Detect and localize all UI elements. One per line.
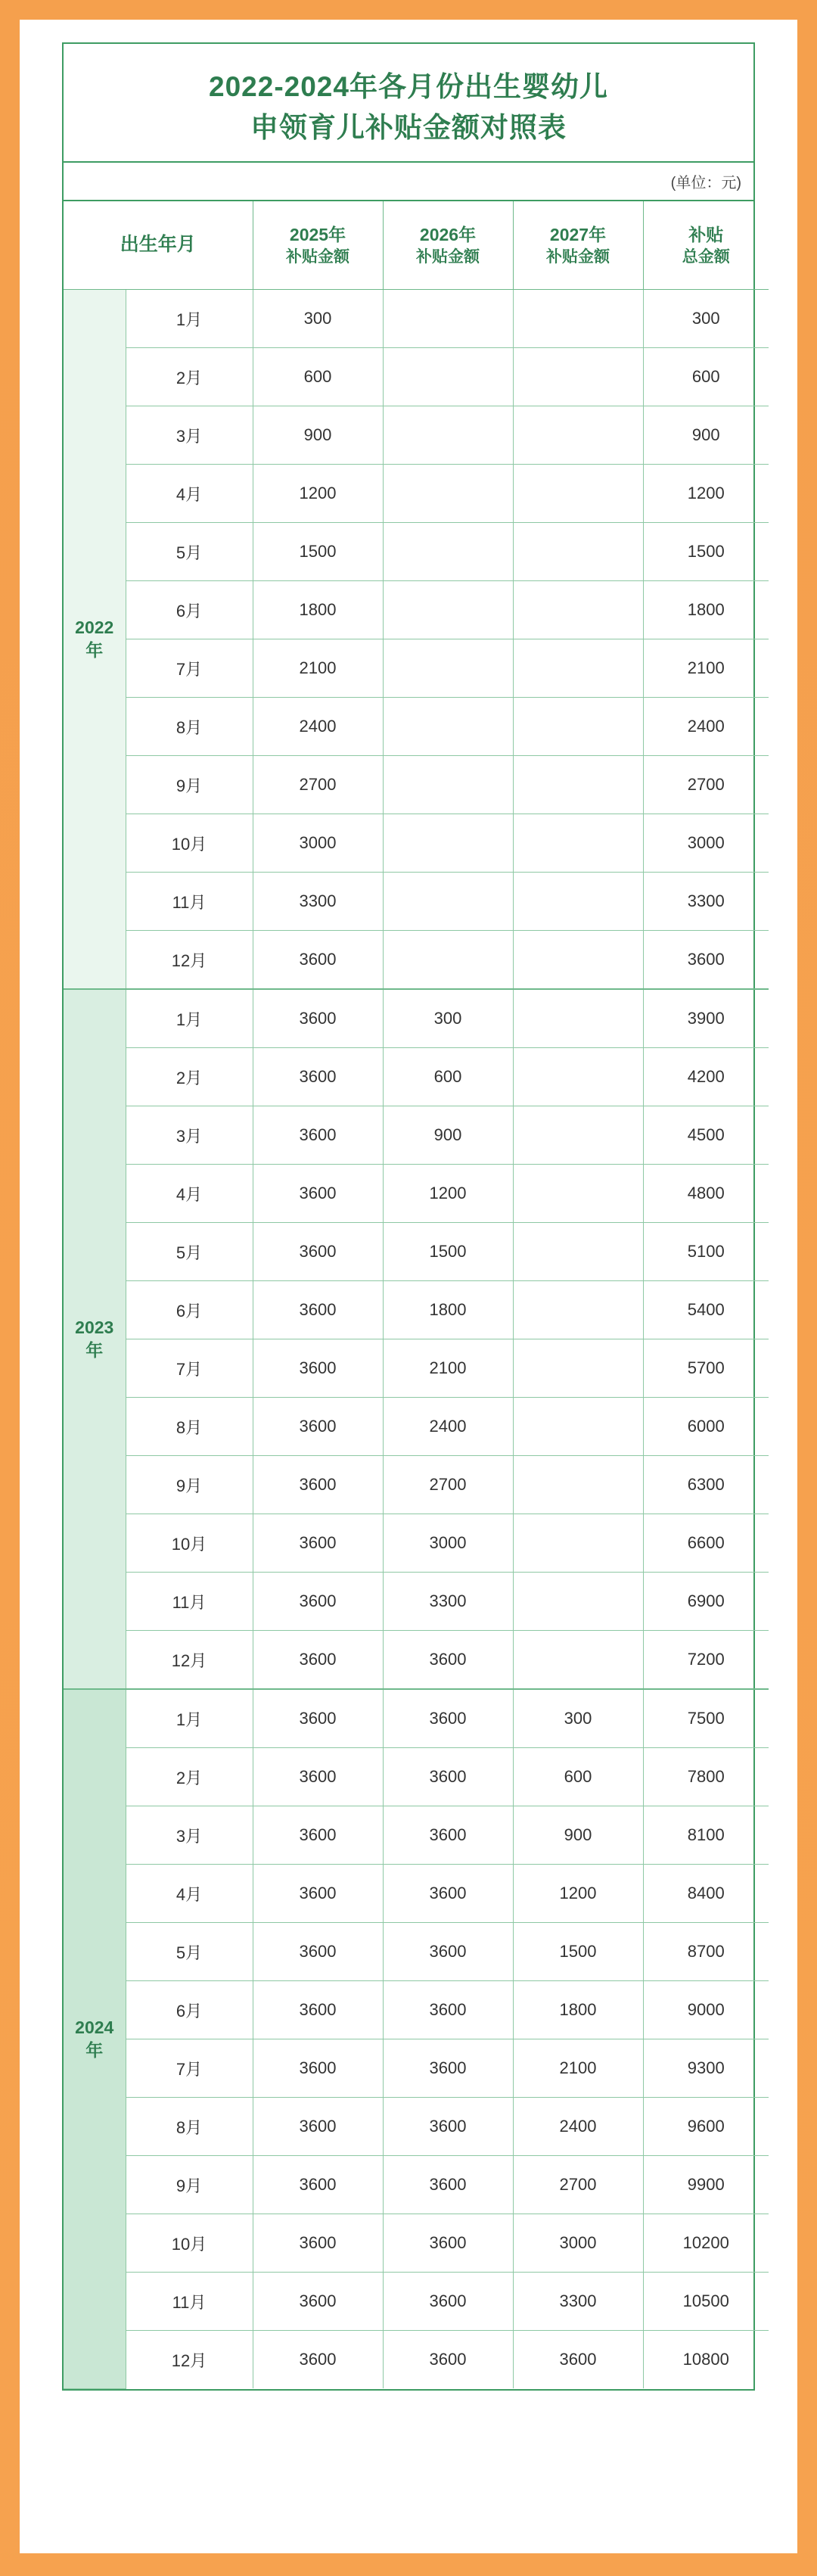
cell-month: 7月 xyxy=(126,1339,253,1398)
cell-month: 9月 xyxy=(126,1456,253,1514)
cell-2026-amount xyxy=(383,581,513,639)
column-header-total xyxy=(643,201,769,290)
table-row xyxy=(64,1165,769,1223)
cell-month: 7月 xyxy=(126,2039,253,2098)
cell-2026-amount: 600 xyxy=(383,1048,513,1106)
table-row xyxy=(64,2273,769,2331)
cell-2025-amount: 3600 xyxy=(253,2039,383,2098)
cell-2026-amount: 3600 xyxy=(383,2331,513,2389)
table-row xyxy=(64,1689,769,1748)
cell-2026-amount xyxy=(383,290,513,348)
column-header-2027-year: 2027年 xyxy=(549,224,607,244)
cell-month: 3月 xyxy=(126,1806,253,1865)
cell-2027-amount: 3000 xyxy=(513,2214,643,2273)
cell-total-amount: 1800 xyxy=(643,581,769,639)
cell-total-amount: 4800 xyxy=(643,1165,769,1223)
unit-note: (单位：元) xyxy=(670,175,741,192)
cell-2027-amount xyxy=(513,931,643,990)
cell-2027-amount: 2100 xyxy=(513,2039,643,2098)
cell-month: 10月 xyxy=(126,2214,253,2273)
cell-2025-amount: 2700 xyxy=(253,756,383,814)
year-group-label xyxy=(64,989,126,1689)
table-row xyxy=(64,1806,769,1865)
cell-2025-amount: 1200 xyxy=(253,465,383,523)
cell-2025-amount: 3600 xyxy=(253,1689,383,1748)
cell-2026-amount: 1200 xyxy=(383,1165,513,1223)
cell-total-amount: 10200 xyxy=(643,2214,769,2273)
cell-month: 11月 xyxy=(126,873,253,931)
cell-2025-amount: 3600 xyxy=(253,2156,383,2214)
cell-2027-amount xyxy=(513,1456,643,1514)
cell-2026-amount: 300 xyxy=(383,989,513,1048)
cell-2027-amount xyxy=(513,873,643,931)
title-block xyxy=(64,44,753,163)
cell-month: 6月 xyxy=(126,1281,253,1339)
cell-2027-amount: 300 xyxy=(513,1689,643,1748)
table-row xyxy=(64,989,769,1048)
subsidy-table xyxy=(64,201,769,2389)
cell-2026-amount: 2100 xyxy=(383,1339,513,1398)
cell-2025-amount: 900 xyxy=(253,406,383,465)
cell-total-amount: 8700 xyxy=(643,1923,769,1981)
cell-total-amount: 8400 xyxy=(643,1865,769,1923)
cell-2026-amount: 3600 xyxy=(383,1981,513,2039)
cell-2025-amount: 3600 xyxy=(253,1223,383,1281)
cell-month: 3月 xyxy=(126,1106,253,1165)
cell-2027-amount xyxy=(513,1514,643,1573)
cell-2027-amount xyxy=(513,1048,643,1106)
table-row xyxy=(64,1106,769,1165)
cell-total-amount: 10500 xyxy=(643,2273,769,2331)
cell-2027-amount xyxy=(513,1339,643,1398)
poster-inner xyxy=(20,20,797,2553)
cell-2026-amount: 3600 xyxy=(383,1923,513,1981)
cell-2027-amount: 3600 xyxy=(513,2331,643,2389)
cell-2027-amount xyxy=(513,698,643,756)
cell-total-amount: 10800 xyxy=(643,2331,769,2389)
cell-2026-amount: 3600 xyxy=(383,1631,513,1690)
cell-total-amount: 8100 xyxy=(643,1806,769,1865)
cell-2027-amount xyxy=(513,581,643,639)
cell-2025-amount: 3600 xyxy=(253,1865,383,1923)
cell-month: 3月 xyxy=(126,406,253,465)
cell-month: 8月 xyxy=(126,698,253,756)
cell-month: 6月 xyxy=(126,1981,253,2039)
cell-total-amount: 7500 xyxy=(643,1689,769,1748)
cell-total-amount: 900 xyxy=(643,406,769,465)
cell-total-amount: 1200 xyxy=(643,465,769,523)
cell-2026-amount xyxy=(383,348,513,406)
table-row xyxy=(64,1398,769,1456)
table-row xyxy=(64,465,769,523)
table-row xyxy=(64,1631,769,1690)
table-row xyxy=(64,1573,769,1631)
cell-2026-amount: 900 xyxy=(383,1106,513,1165)
table-row xyxy=(64,1281,769,1339)
cell-2027-amount xyxy=(513,989,643,1048)
cell-2025-amount: 600 xyxy=(253,348,383,406)
table-row xyxy=(64,2214,769,2273)
cell-total-amount: 5700 xyxy=(643,1339,769,1398)
cell-total-amount: 9900 xyxy=(643,2156,769,2214)
cell-month: 2月 xyxy=(126,1048,253,1106)
cell-total-amount: 5100 xyxy=(643,1223,769,1281)
cell-2027-amount xyxy=(513,1281,643,1339)
column-header-2027-sub: 补贴金额 xyxy=(546,247,610,266)
cell-total-amount: 4200 xyxy=(643,1048,769,1106)
table-row xyxy=(64,1748,769,1806)
cell-2027-amount xyxy=(513,1573,643,1631)
cell-total-amount: 9000 xyxy=(643,1981,769,2039)
table-row xyxy=(64,756,769,814)
cell-2027-amount: 1200 xyxy=(513,1865,643,1923)
cell-month: 2月 xyxy=(126,1748,253,1806)
cell-2025-amount: 3600 xyxy=(253,989,383,1048)
cell-2027-amount xyxy=(513,290,643,348)
year-group-label-line2: 年 xyxy=(85,639,104,660)
table-row xyxy=(64,2156,769,2214)
cell-2025-amount: 3600 xyxy=(253,2331,383,2389)
cell-month: 1月 xyxy=(126,290,253,348)
cell-month: 5月 xyxy=(126,523,253,581)
cell-2025-amount: 3600 xyxy=(253,1923,383,1981)
cell-2027-amount xyxy=(513,639,643,698)
table-row xyxy=(64,1223,769,1281)
cell-2026-amount xyxy=(383,814,513,873)
cell-2027-amount: 2400 xyxy=(513,2098,643,2156)
cell-month: 4月 xyxy=(126,1865,253,1923)
table-row xyxy=(64,639,769,698)
subsidy-table-card xyxy=(62,42,755,2391)
year-group-label-line1: 2023 xyxy=(75,1317,114,1337)
cell-2025-amount: 3600 xyxy=(253,1748,383,1806)
table-row xyxy=(64,523,769,581)
cell-month: 12月 xyxy=(126,2331,253,2389)
cell-month: 2月 xyxy=(126,348,253,406)
cell-2026-amount xyxy=(383,523,513,581)
cell-total-amount: 1500 xyxy=(643,523,769,581)
cell-total-amount: 300 xyxy=(643,290,769,348)
table-row xyxy=(64,931,769,990)
title-line-1: 2022-2024年各月份出生婴幼儿 xyxy=(209,71,608,102)
cell-total-amount: 3000 xyxy=(643,814,769,873)
table-row xyxy=(64,290,769,348)
cell-2026-amount: 3000 xyxy=(383,1514,513,1573)
year-group-label-line2: 年 xyxy=(85,1339,104,1360)
column-header-2025 xyxy=(253,201,383,290)
year-group-label-line2: 年 xyxy=(85,2039,104,2060)
cell-2027-amount: 1800 xyxy=(513,1981,643,2039)
cell-2026-amount: 3600 xyxy=(383,2156,513,2214)
column-header-birth-month: 出生年月 xyxy=(64,201,253,290)
cell-2025-amount: 3000 xyxy=(253,814,383,873)
cell-total-amount: 4500 xyxy=(643,1106,769,1165)
cell-2025-amount: 3600 xyxy=(253,931,383,990)
cell-total-amount: 3300 xyxy=(643,873,769,931)
cell-2025-amount: 2400 xyxy=(253,698,383,756)
cell-total-amount: 6300 xyxy=(643,1456,769,1514)
cell-total-amount: 9300 xyxy=(643,2039,769,2098)
cell-2025-amount: 3600 xyxy=(253,1981,383,2039)
cell-month: 6月 xyxy=(126,581,253,639)
cell-2026-amount: 3600 xyxy=(383,1748,513,1806)
cell-2027-amount: 2700 xyxy=(513,2156,643,2214)
cell-month: 1月 xyxy=(126,989,253,1048)
cell-total-amount: 9600 xyxy=(643,2098,769,2156)
cell-2026-amount: 2400 xyxy=(383,1398,513,1456)
cell-2026-amount xyxy=(383,639,513,698)
cell-month: 9月 xyxy=(126,756,253,814)
cell-2026-amount xyxy=(383,873,513,931)
cell-total-amount: 6900 xyxy=(643,1573,769,1631)
cell-2026-amount: 3600 xyxy=(383,2039,513,2098)
table-row xyxy=(64,1865,769,1923)
table-row xyxy=(64,1048,769,1106)
cell-month: 1月 xyxy=(126,1689,253,1748)
cell-month: 8月 xyxy=(126,2098,253,2156)
cell-2026-amount xyxy=(383,756,513,814)
year-group-label xyxy=(64,1689,126,2388)
cell-2026-amount: 3600 xyxy=(383,1806,513,1865)
cell-2027-amount xyxy=(513,523,643,581)
cell-2027-amount: 1500 xyxy=(513,1923,643,1981)
cell-2026-amount: 2700 xyxy=(383,1456,513,1514)
cell-2025-amount: 3600 xyxy=(253,1806,383,1865)
cell-2027-amount xyxy=(513,1398,643,1456)
cell-2025-amount: 1800 xyxy=(253,581,383,639)
cell-2026-amount xyxy=(383,465,513,523)
cell-month: 4月 xyxy=(126,1165,253,1223)
year-group-label-line1: 2024 xyxy=(75,2017,114,2037)
cell-month: 5月 xyxy=(126,1223,253,1281)
column-header-total-line2: 总金额 xyxy=(682,247,730,266)
column-header-2026-year: 2026年 xyxy=(419,224,477,244)
column-header-2025-year: 2025年 xyxy=(289,224,346,244)
cell-2027-amount xyxy=(513,814,643,873)
cell-month: 4月 xyxy=(126,465,253,523)
cell-2026-amount xyxy=(383,406,513,465)
cell-2025-amount: 3600 xyxy=(253,2273,383,2331)
cell-total-amount: 6000 xyxy=(643,1398,769,1456)
cell-month: 5月 xyxy=(126,1923,253,1981)
table-row xyxy=(64,2098,769,2156)
column-header-2025-sub: 补贴金额 xyxy=(286,247,350,266)
table-body xyxy=(64,290,769,2389)
cell-2026-amount: 3600 xyxy=(383,1865,513,1923)
cell-2027-amount: 900 xyxy=(513,1806,643,1865)
cell-2027-amount xyxy=(513,1165,643,1223)
cell-2025-amount: 3600 xyxy=(253,1339,383,1398)
cell-2025-amount: 3600 xyxy=(253,1631,383,1690)
table-header xyxy=(64,201,769,290)
cell-total-amount: 7800 xyxy=(643,1748,769,1806)
cell-2026-amount: 3600 xyxy=(383,2098,513,2156)
cell-2026-amount: 1800 xyxy=(383,1281,513,1339)
cell-total-amount: 2700 xyxy=(643,756,769,814)
cell-2027-amount xyxy=(513,348,643,406)
table-row xyxy=(64,2331,769,2389)
cell-month: 12月 xyxy=(126,1631,253,1690)
table-row xyxy=(64,814,769,873)
cell-2026-amount: 3600 xyxy=(383,2214,513,2273)
cell-2027-amount xyxy=(513,406,643,465)
year-group-label xyxy=(64,290,126,990)
cell-2025-amount: 3600 xyxy=(253,1165,383,1223)
table-row xyxy=(64,1923,769,1981)
column-header-2026 xyxy=(383,201,513,290)
cell-2025-amount: 3600 xyxy=(253,1048,383,1106)
cell-2025-amount: 3600 xyxy=(253,2214,383,2273)
cell-2025-amount: 1500 xyxy=(253,523,383,581)
year-group-label-line1: 2022 xyxy=(75,617,114,637)
column-header-2027 xyxy=(513,201,643,290)
cell-month: 9月 xyxy=(126,2156,253,2214)
cell-2027-amount xyxy=(513,1106,643,1165)
column-header-2026-sub: 补贴金额 xyxy=(416,247,480,266)
cell-month: 7月 xyxy=(126,639,253,698)
cell-total-amount: 7200 xyxy=(643,1631,769,1690)
cell-month: 11月 xyxy=(126,2273,253,2331)
column-header-total-line1: 补贴 xyxy=(688,224,724,244)
cell-2025-amount: 3600 xyxy=(253,1106,383,1165)
cell-2027-amount xyxy=(513,1631,643,1690)
cell-2026-amount: 3600 xyxy=(383,1689,513,1748)
cell-total-amount: 6600 xyxy=(643,1514,769,1573)
cell-2025-amount: 2100 xyxy=(253,639,383,698)
cell-2025-amount: 3600 xyxy=(253,2098,383,2156)
cell-2027-amount xyxy=(513,756,643,814)
cell-2026-amount: 3600 xyxy=(383,2273,513,2331)
title-line-2: 申领育儿补贴金额对照表 xyxy=(250,111,567,143)
cell-total-amount: 600 xyxy=(643,348,769,406)
cell-2025-amount: 3600 xyxy=(253,1281,383,1339)
cell-total-amount: 3600 xyxy=(643,931,769,990)
cell-2025-amount: 3300 xyxy=(253,873,383,931)
table-row xyxy=(64,1981,769,2039)
cell-2026-amount xyxy=(383,931,513,990)
cell-2026-amount: 1500 xyxy=(383,1223,513,1281)
table-row xyxy=(64,1514,769,1573)
cell-2026-amount xyxy=(383,698,513,756)
cell-2025-amount: 3600 xyxy=(253,1514,383,1573)
cell-2026-amount: 3300 xyxy=(383,1573,513,1631)
table-row xyxy=(64,1339,769,1398)
cell-month: 12月 xyxy=(126,931,253,990)
table-row xyxy=(64,698,769,756)
cell-month: 8月 xyxy=(126,1398,253,1456)
cell-total-amount: 2100 xyxy=(643,639,769,698)
cell-total-amount: 2400 xyxy=(643,698,769,756)
cell-2027-amount: 3300 xyxy=(513,2273,643,2331)
cell-total-amount: 5400 xyxy=(643,1281,769,1339)
cell-month: 11月 xyxy=(126,1573,253,1631)
cell-2025-amount: 3600 xyxy=(253,1398,383,1456)
table-row xyxy=(64,873,769,931)
table-row xyxy=(64,348,769,406)
cell-month: 10月 xyxy=(126,814,253,873)
cell-2027-amount: 600 xyxy=(513,1748,643,1806)
cell-month: 10月 xyxy=(126,1514,253,1573)
unit-note-row xyxy=(64,163,753,201)
cell-2025-amount: 3600 xyxy=(253,1573,383,1631)
cell-2027-amount xyxy=(513,1223,643,1281)
table-row xyxy=(64,1456,769,1514)
header-row xyxy=(64,201,769,290)
table-row xyxy=(64,2039,769,2098)
table-row xyxy=(64,406,769,465)
cell-2025-amount: 3600 xyxy=(253,1456,383,1514)
cell-2027-amount xyxy=(513,465,643,523)
cell-2025-amount: 300 xyxy=(253,290,383,348)
table-row xyxy=(64,581,769,639)
cell-total-amount: 3900 xyxy=(643,989,769,1048)
